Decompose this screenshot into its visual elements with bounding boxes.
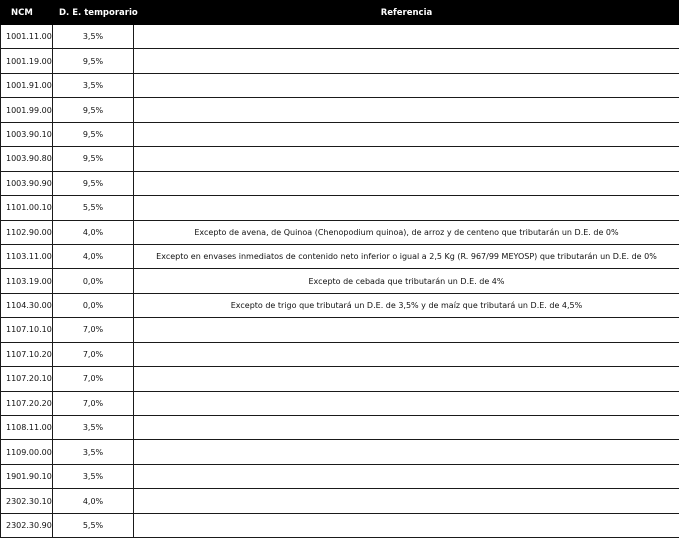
ncm-cell: 1001.99.00 xyxy=(1,98,53,122)
rate-cell: 4,0% xyxy=(53,489,134,513)
header-ncm: NCM xyxy=(1,1,53,25)
reference-cell xyxy=(134,391,679,415)
reference-cell xyxy=(134,122,679,146)
table-row xyxy=(1,440,679,464)
rate-cell: 3,5% xyxy=(53,440,134,464)
reference-cell xyxy=(134,49,679,73)
ncm-cell: 1101.00.10 xyxy=(1,196,53,220)
ncm-cell: 1107.10.10 xyxy=(1,318,53,342)
reference-cell: Excepto de cebada que tributarán un D.E. de 4% xyxy=(134,269,679,293)
table-row xyxy=(1,416,679,440)
ncm-cell: 1102.90.00 xyxy=(1,220,53,244)
ncm-cell: 1001.91.00 xyxy=(1,73,53,97)
table-row xyxy=(1,513,679,537)
table-row xyxy=(1,122,679,146)
ncm-cell: 1001.11.00 xyxy=(1,25,53,49)
header-rate: D. E. temporario xyxy=(53,1,134,25)
reference-cell xyxy=(134,464,679,488)
rate-cell: 0,0% xyxy=(53,269,134,293)
table-row xyxy=(1,489,679,513)
reference-cell xyxy=(134,98,679,122)
ncm-cell: 1003.90.10 xyxy=(1,122,53,146)
table-row xyxy=(1,171,679,195)
rate-cell: 3,5% xyxy=(53,416,134,440)
rate-cell: 0,0% xyxy=(53,293,134,317)
reference-cell xyxy=(134,489,679,513)
ncm-cell: 1109.00.00 xyxy=(1,440,53,464)
table-row xyxy=(1,196,679,220)
ncm-cell: 1103.11.00 xyxy=(1,244,53,268)
rate-cell: 7,0% xyxy=(53,391,134,415)
table-row xyxy=(1,73,679,97)
rate-cell: 3,5% xyxy=(53,464,134,488)
ncm-cell: 1003.90.90 xyxy=(1,171,53,195)
ncm-cell: 2302.30.10 xyxy=(1,489,53,513)
ncm-cell: 1901.90.10 xyxy=(1,464,53,488)
table-row xyxy=(1,293,679,317)
rate-cell: 4,0% xyxy=(53,244,134,268)
table-row xyxy=(1,25,679,49)
rate-cell: 9,5% xyxy=(53,122,134,146)
rate-cell: 7,0% xyxy=(53,318,134,342)
table-row xyxy=(1,342,679,366)
ncm-cell: 1107.10.20 xyxy=(1,342,53,366)
rate-cell: 4,0% xyxy=(53,220,134,244)
reference-cell xyxy=(134,147,679,171)
reference-cell xyxy=(134,196,679,220)
reference-cell xyxy=(134,513,679,537)
ncm-cell: 1001.19.00 xyxy=(1,49,53,73)
table-row xyxy=(1,98,679,122)
ncm-cell: 1003.90.80 xyxy=(1,147,53,171)
reference-cell: Excepto de trigo que tributará un D.E. de 3,5% y de maíz que tributará un D.E. de 4,5% xyxy=(134,293,679,317)
rate-cell: 5,5% xyxy=(53,513,134,537)
rate-cell: 5,5% xyxy=(53,196,134,220)
rate-cell: 7,0% xyxy=(53,342,134,366)
rate-cell: 3,5% xyxy=(53,25,134,49)
rate-cell: 7,0% xyxy=(53,367,134,391)
rate-cell: 9,5% xyxy=(53,98,134,122)
reference-cell xyxy=(134,318,679,342)
ncm-cell: 1103.19.00 xyxy=(1,269,53,293)
reference-cell: Excepto en envases inmediatos de contenido neto inferior o igual a 2,5 Kg (R. 967/99 MEYOSP) que tributarán un D.E. de 0% xyxy=(134,244,679,268)
ncm-cell: 1107.20.10 xyxy=(1,367,53,391)
ncm-cell: 2302.30.90 xyxy=(1,513,53,537)
reference-cell xyxy=(134,416,679,440)
reference-cell xyxy=(134,367,679,391)
reference-cell xyxy=(134,25,679,49)
reference-cell xyxy=(134,440,679,464)
reference-cell xyxy=(134,171,679,195)
reference-cell xyxy=(134,73,679,97)
table-header xyxy=(1,1,679,25)
rate-cell: 9,5% xyxy=(53,49,134,73)
table-row xyxy=(1,391,679,415)
rate-cell: 9,5% xyxy=(53,147,134,171)
ncm-cell: 1108.11.00 xyxy=(1,416,53,440)
table-row xyxy=(1,220,679,244)
table-body xyxy=(1,25,679,538)
table-row xyxy=(1,318,679,342)
table-row xyxy=(1,464,679,488)
reference-cell: Excepto de avena, de Quinoa (Chenopodium quinoa), de arroz y de centeno que tributarán un D.E. de 0% xyxy=(134,220,679,244)
header-row xyxy=(1,1,679,25)
table-row xyxy=(1,269,679,293)
table-row xyxy=(1,49,679,73)
header-reference: Referencia xyxy=(134,1,679,25)
rate-cell: 3,5% xyxy=(53,73,134,97)
rate-cell: 9,5% xyxy=(53,171,134,195)
table-row xyxy=(1,147,679,171)
ncm-cell: 1107.20.20 xyxy=(1,391,53,415)
table-row xyxy=(1,244,679,268)
ncm-cell: 1104.30.00 xyxy=(1,293,53,317)
table-row xyxy=(1,367,679,391)
reference-cell xyxy=(134,342,679,366)
